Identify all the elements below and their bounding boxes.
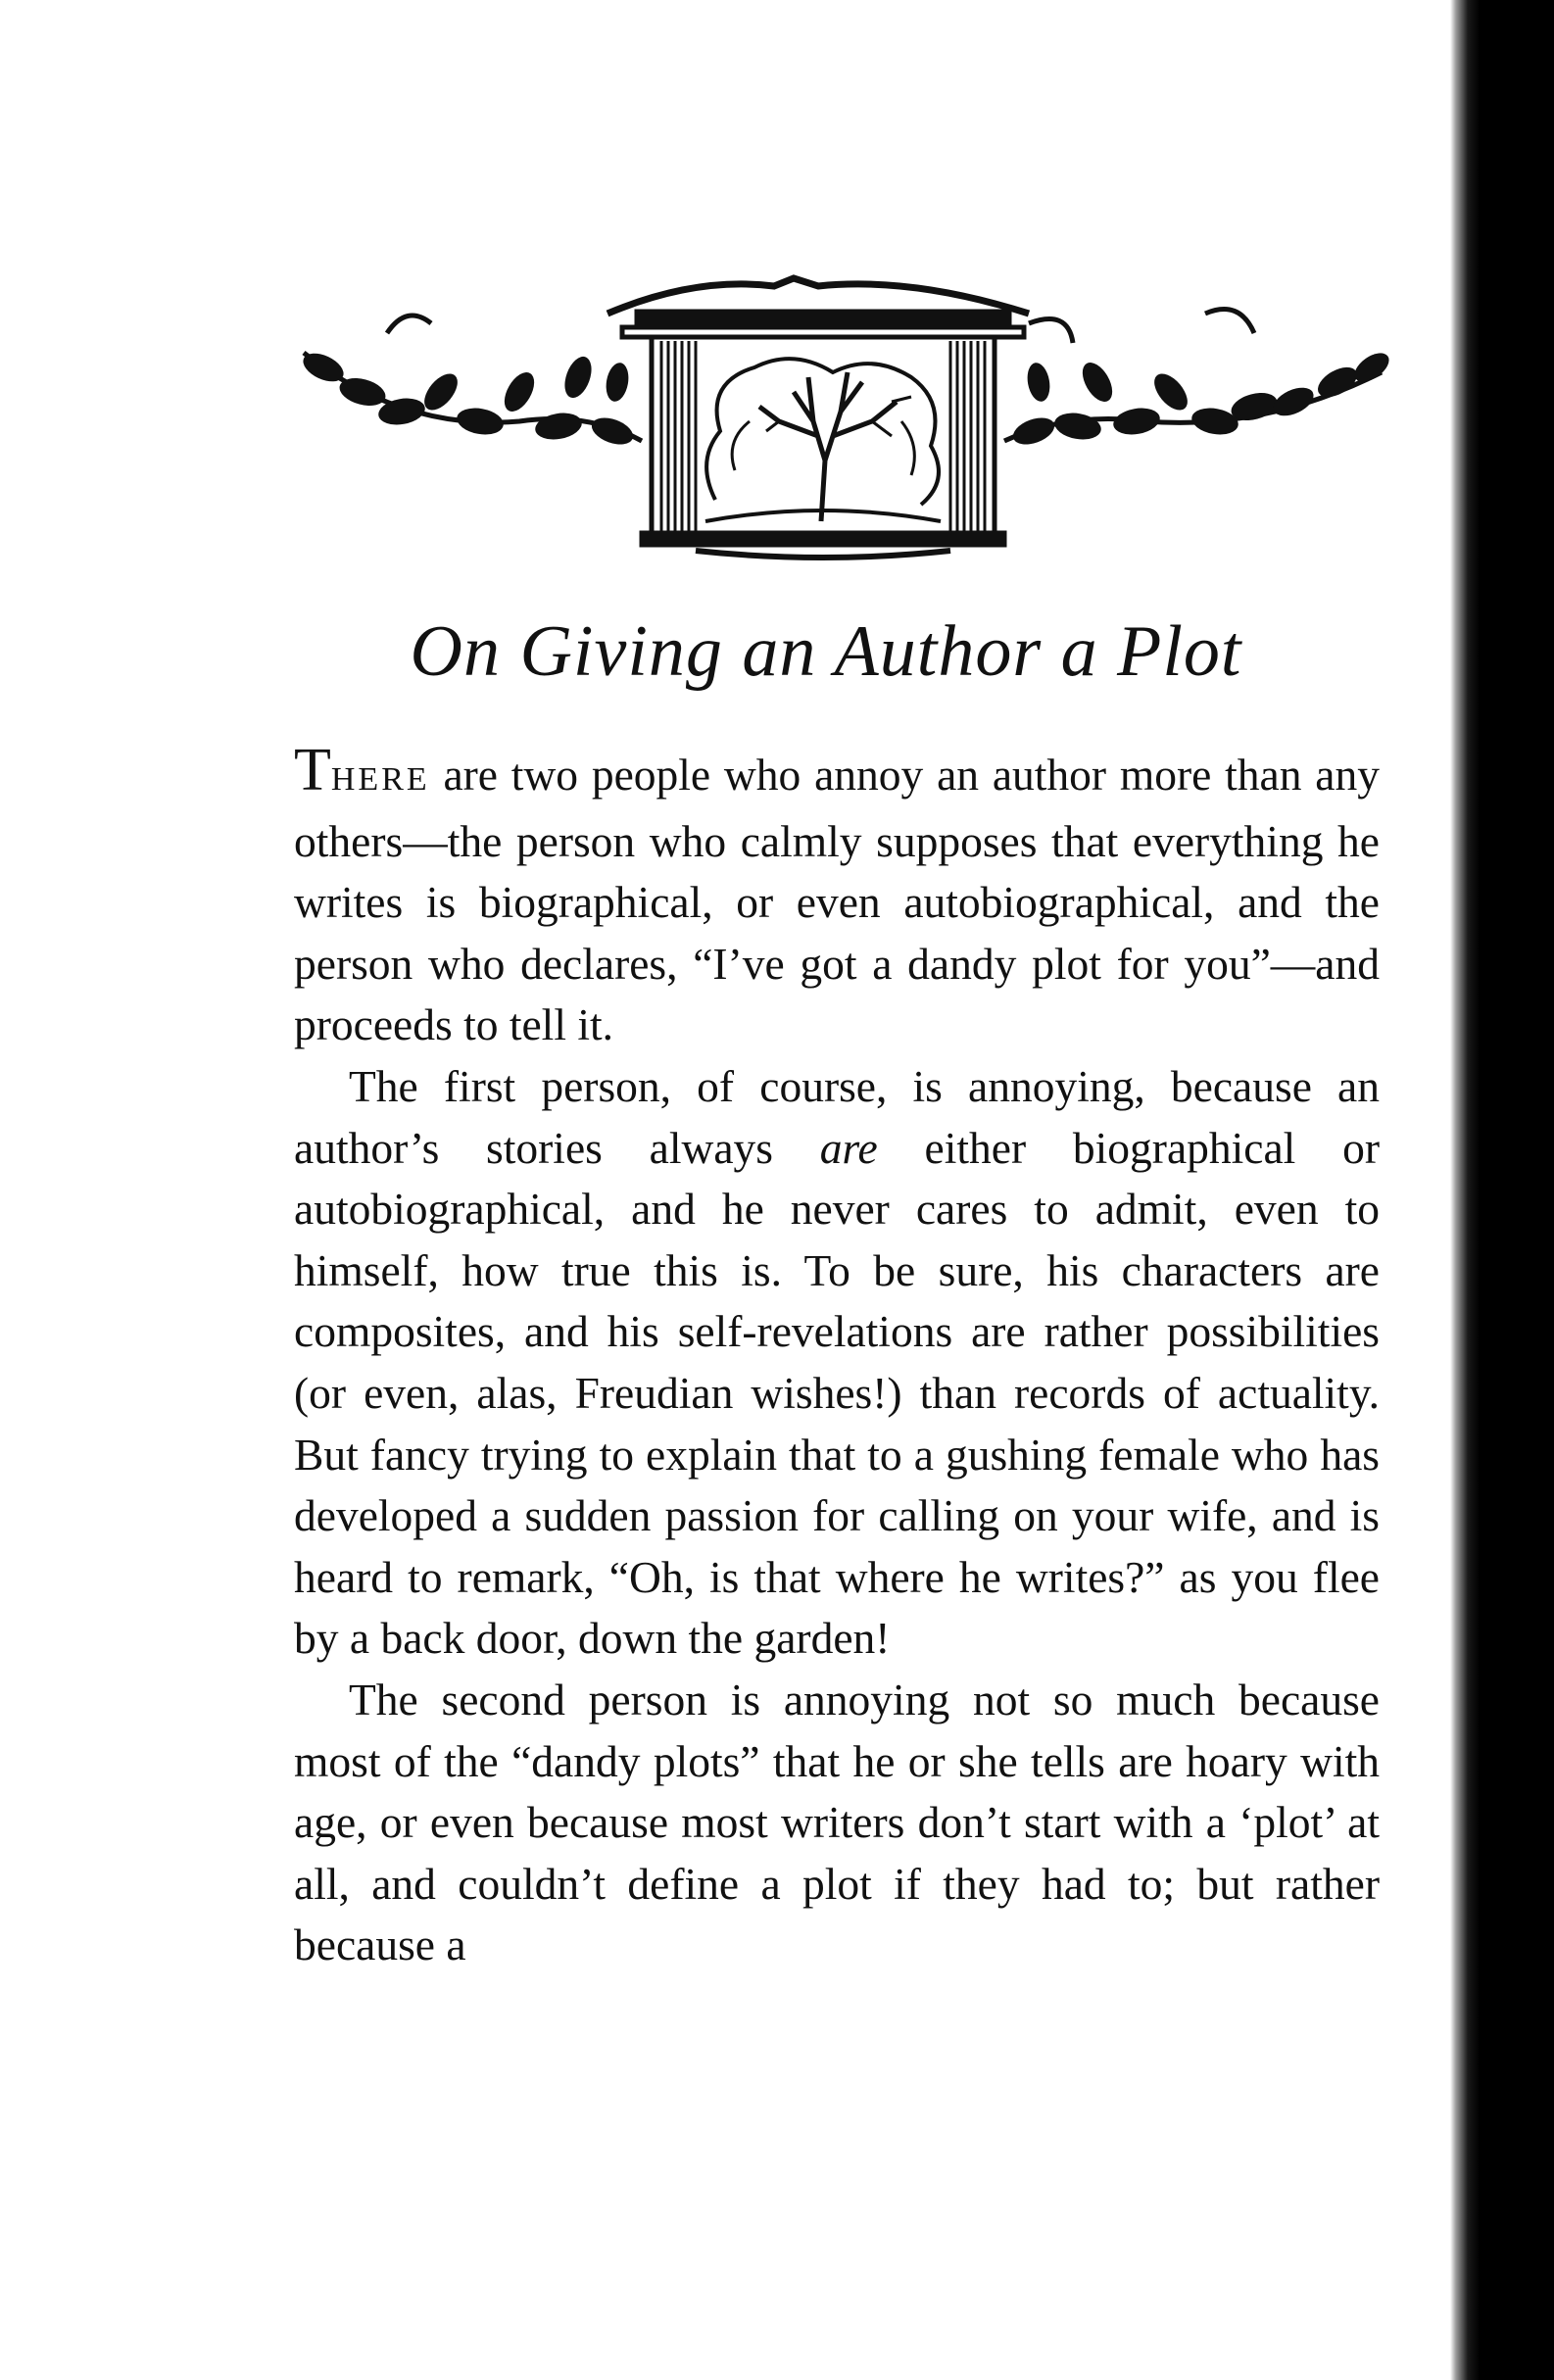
chapter-title: On Giving an Author a Plot <box>410 611 1242 692</box>
paragraph-1-text: are two people who annoy an author more than any others—the person who calmly supposes that everything he writes is biographical, or even autobiographical, and the person who declares, “I’ve got a dandy plot for you”—and proceeds to tell it. <box>294 750 1380 1050</box>
essay-body <box>294 737 1380 1976</box>
lead-small-caps: HERE <box>330 761 430 798</box>
paragraph-2-emphasis: are <box>819 1122 878 1173</box>
paragraph-1 <box>294 737 1380 1056</box>
paragraph-3 <box>294 1670 1380 1976</box>
page-edge-shadow <box>1450 0 1554 2380</box>
paragraph-2-text-before: The first person, of course, is annoying, because an author’s stories always <box>294 1060 1380 1173</box>
paragraph-3-text: The second person is annoying not so much because most of the “dandy plots” that he or she tells are hoary with age, or even because most writers don’t start with a ‘plot’ at all, and couldn’t define a plot if they had to; but rather because a <box>294 1674 1380 1970</box>
tree-vignette-ornament <box>284 265 1401 568</box>
paragraph-2-text-after: either biographical or autobiographical, and he never cares to admit, even to himself, how true this is. To be sure, his characters are composites, and his self-revelations are rather possibilities (or even, alas, Freudian wishes!) than records of actuality. But fancy trying to explain that to a gushing female who has developed a sudden passion for calling on your wife, and is heard to remark, “Oh, is that where he writes?” as you flee by a back door, down the garden! <box>294 1122 1380 1664</box>
initial-capital: T <box>294 737 331 803</box>
paragraph-2 <box>294 1056 1380 1670</box>
